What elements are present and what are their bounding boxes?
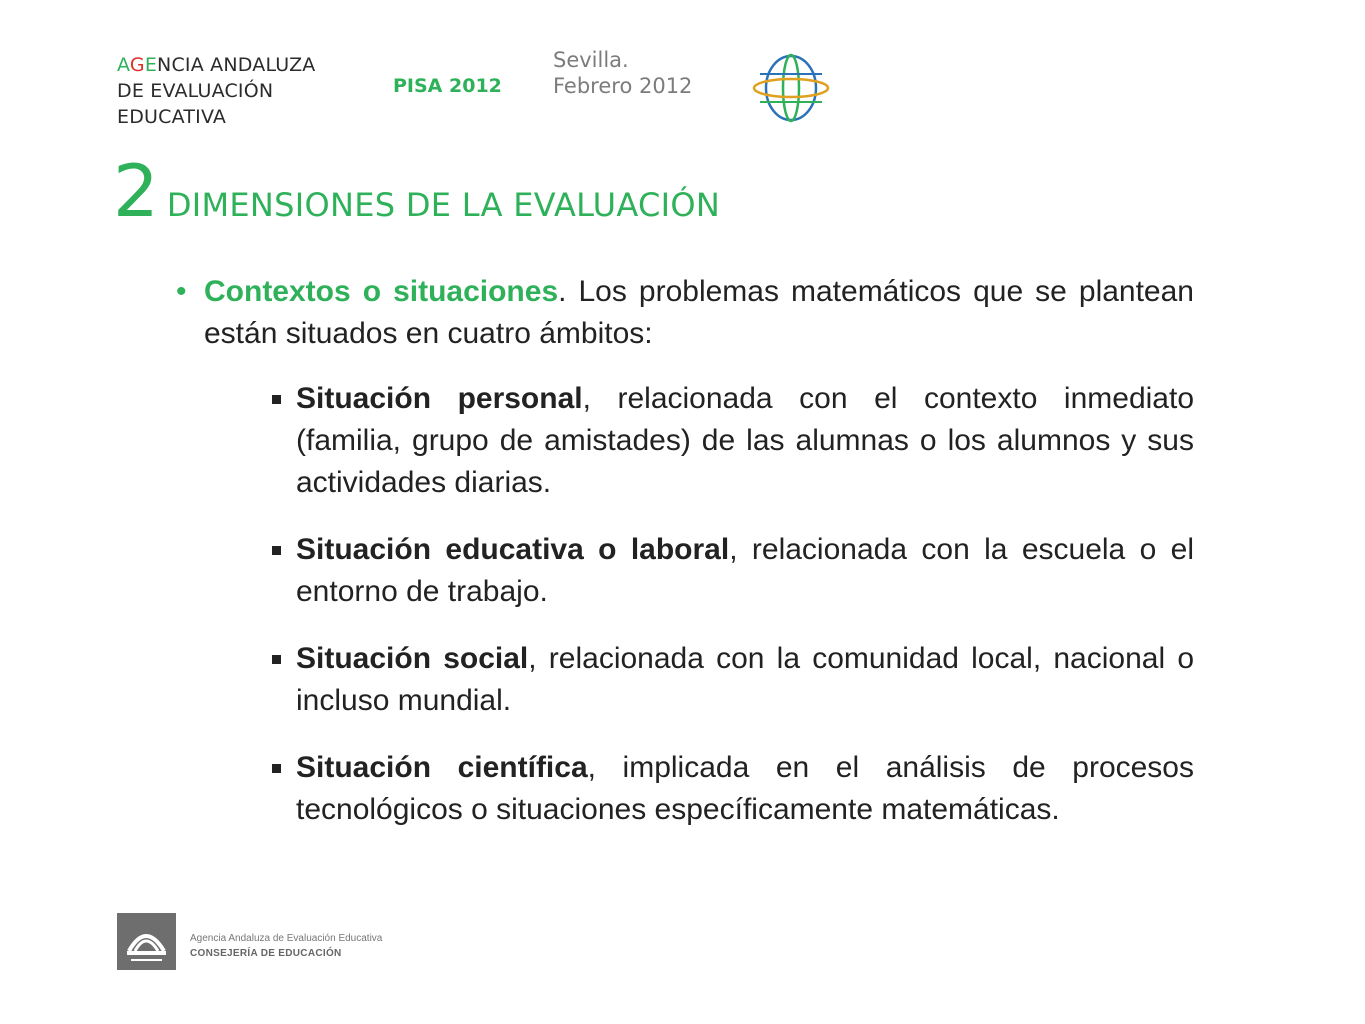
agency-line-3: EDUCATIVA	[117, 106, 227, 128]
item-title: Situación científica	[296, 751, 588, 784]
footer-department: CONSEJERÍA DE EDUCACIÓN	[190, 948, 342, 959]
item-title: Situación personal	[296, 382, 583, 415]
list-item	[272, 378, 1194, 504]
square-bullet-icon	[272, 655, 281, 664]
item-title: Situación social	[296, 642, 529, 675]
context-list	[176, 378, 1194, 831]
section-heading	[113, 149, 721, 233]
item-text: , implicada en el análisis de procesos tecnológicos o situaciones específicamente matemáticas.	[296, 751, 1194, 826]
square-bullet-icon	[272, 764, 281, 773]
arch-emblem-icon	[117, 913, 176, 970]
agency-line-1: AGENCIA ANDALUZA	[117, 54, 316, 76]
list-item	[272, 529, 1194, 613]
footer-agency: Agencia Andaluza de Evaluación Educativa	[190, 933, 383, 944]
place-label: Sevilla.	[553, 48, 629, 72]
agency-name	[117, 52, 315, 130]
bullet-dot-icon: •	[176, 275, 187, 308]
date-label: Febrero 2012	[553, 74, 693, 98]
item-text: , relacionada con la comunidad local, nacional o incluso mundial.	[296, 642, 1194, 717]
place-date	[553, 47, 692, 99]
square-bullet-icon	[272, 395, 281, 404]
list-item	[272, 747, 1194, 831]
list-item	[272, 638, 1194, 722]
item-text: , relacionada con el contexto inmediato (familia, grupo de amistades) de las alumnas o los alumnos y sus actividades diarias.	[296, 382, 1195, 499]
program-label: PISA 2012	[393, 75, 502, 97]
globe-logo-icon	[752, 50, 830, 126]
slide-content	[176, 271, 1194, 831]
junta-logo-icon	[117, 913, 176, 970]
intro-text: . Los problemas matemáticos que se plantean están situados en cuatro ámbitos:	[204, 275, 1194, 350]
square-bullet-icon	[272, 546, 281, 555]
footer-text	[190, 932, 382, 962]
section-title: DIMENSIONES DE LA EVALUACIÓN	[166, 186, 721, 224]
intro-lead: Contextos o situaciones	[204, 275, 559, 308]
section-number: 2	[113, 149, 159, 233]
intro-paragraph	[176, 271, 1194, 355]
item-title: Situación educativa o laboral	[296, 533, 730, 566]
agency-line-2: DE EVALUACIÓN	[117, 80, 274, 102]
item-text: , relacionada con la escuela o el entorno de trabajo.	[296, 533, 1194, 608]
